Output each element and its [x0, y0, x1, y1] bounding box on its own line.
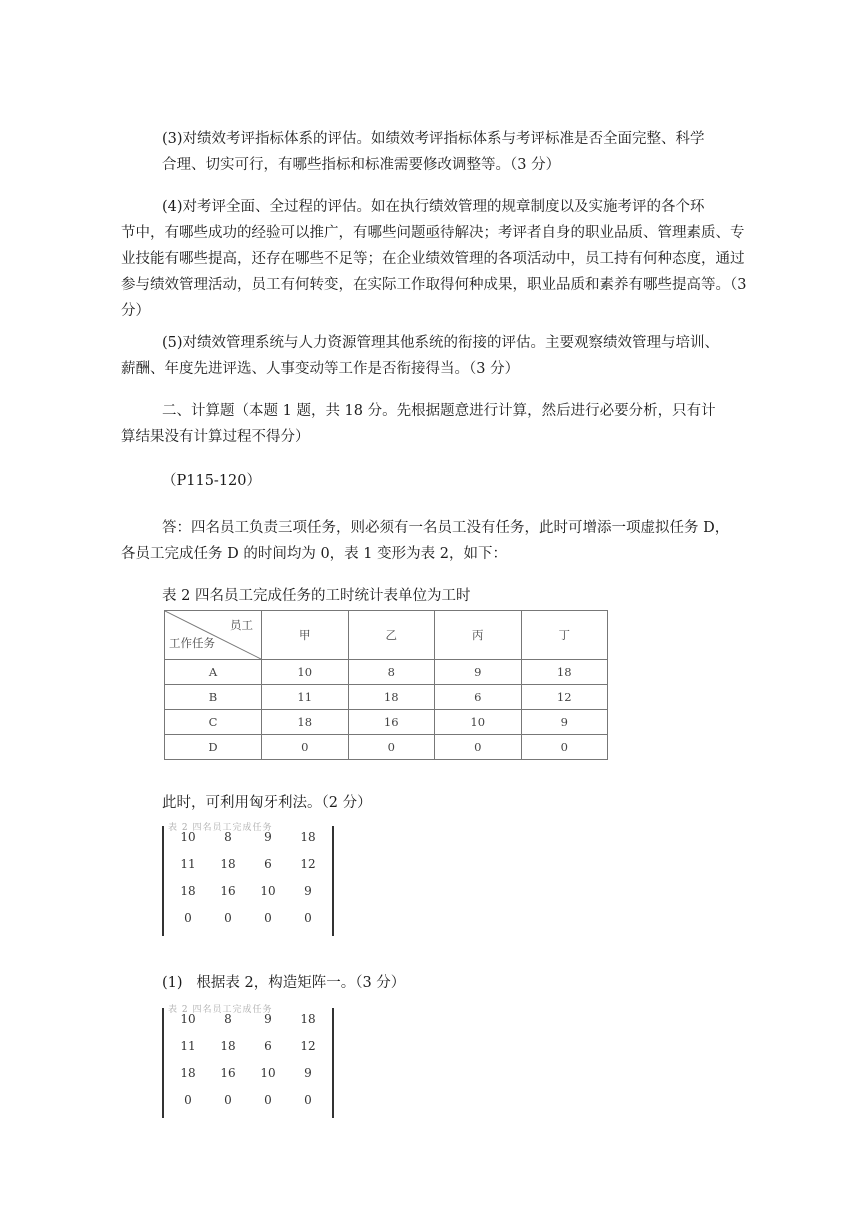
hungarian-method-label: 此时，可利用匈牙利法。（2 分） [162, 795, 372, 811]
row-label: A [165, 660, 262, 685]
paragraph-line: 二、计算题（本题 1 题，共 18 分。先根据题意进行计算，然后进行必要分析，只有计 [162, 403, 716, 419]
matrix-cell: 6 [264, 1039, 272, 1053]
paragraph-line: (5)对绩效管理系统与人力资源管理其他系统的衔接的评估。主要观察绩效管理与培训、 [162, 335, 720, 351]
matrix-row [168, 830, 328, 844]
step-1-label: (1) 根据表 2，构造矩阵一。（3 分） [162, 975, 406, 991]
table-corner-cell [165, 611, 262, 660]
cost-matrix-1 [162, 824, 334, 936]
matrix-cell: 10 [180, 830, 196, 844]
paragraph-line: (3)对绩效考评指标体系的评估。如绩效考评指标体系与考评标准是否全面完整、科学 [162, 131, 705, 147]
matrix-cell: 0 [184, 911, 192, 925]
matrix-cell: 9 [264, 830, 272, 844]
matrix-left-bracket [162, 1008, 164, 1118]
matrix-cell: 12 [300, 857, 316, 871]
matrix-cell: 16 [220, 884, 236, 898]
table-row [165, 710, 608, 735]
paragraph-4 [162, 194, 747, 220]
table-cell: 12 [521, 685, 608, 710]
table-cell: 0 [348, 735, 435, 760]
matrix-cell: 9 [304, 884, 312, 898]
section-heading [162, 398, 747, 424]
matrix-cell: 0 [224, 1093, 232, 1107]
matrix-header-fragment: 表 2 四名员工完成任务 [168, 1005, 273, 1015]
paragraph-text: 合理、切实可行，有哪些指标和标准需要修改调整等。（3 分） [162, 157, 561, 173]
table-cell: 18 [348, 685, 435, 710]
matrix-cell: 16 [220, 1066, 236, 1080]
table-row [165, 660, 608, 685]
matrix-cell: 18 [220, 1039, 236, 1053]
column-header: 甲 [262, 611, 349, 660]
matrix-cell: 0 [224, 911, 232, 925]
matrix-cell: 11 [180, 857, 196, 871]
table-row [165, 735, 608, 760]
table-cell: 18 [521, 660, 608, 685]
matrix-cell: 0 [304, 1093, 312, 1107]
paragraph-text: 各员工完成任务 D 的时间均为 0，表 1 变形为表 2，如下： [121, 546, 507, 562]
table-cell: 0 [521, 735, 608, 760]
paragraph-3 [162, 126, 747, 178]
paragraph-text: 算结果没有计算过程不得分） [121, 429, 310, 445]
matrix-cell: 6 [264, 857, 272, 871]
matrix-cell: 11 [180, 1039, 196, 1053]
table-cell: 0 [262, 735, 349, 760]
matrix-cell: 0 [264, 911, 272, 925]
column-header: 丁 [521, 611, 608, 660]
table-cell: 8 [348, 660, 435, 685]
matrix-row [168, 1039, 328, 1053]
row-label: B [165, 685, 262, 710]
matrix-cell: 18 [220, 857, 236, 871]
table-cell: 9 [435, 660, 522, 685]
table-row [165, 685, 608, 710]
hungarian-method-text [162, 790, 747, 816]
table-cell: 9 [521, 710, 608, 735]
matrix-row [168, 1012, 328, 1026]
matrix-cell: 18 [300, 1012, 316, 1026]
table-cell: 10 [262, 660, 349, 685]
matrix-right-bracket [332, 1008, 334, 1118]
table-cell: 6 [435, 685, 522, 710]
cost-matrix-2 [162, 1006, 334, 1118]
paragraph-line: (4)对考评全面、全过程的评估。如在执行绩效管理的规章制度以及实施考评的各个环 [162, 199, 705, 215]
page-reference-text: （P115-120） [162, 473, 262, 489]
row-label: C [165, 710, 262, 735]
matrix-cell: 9 [264, 1012, 272, 1026]
column-header: 丙 [435, 611, 522, 660]
table-caption: 表 2 四名员工完成任务的工时统计表单位为工时 [162, 588, 471, 604]
matrix-cell: 10 [180, 1012, 196, 1026]
matrix-cell: 0 [304, 911, 312, 925]
matrix-row [168, 911, 328, 925]
paragraph-4-body [121, 220, 747, 324]
page-reference [162, 468, 747, 494]
matrix-right-bracket [332, 826, 334, 936]
matrix-cell: 10 [260, 1066, 276, 1080]
matrix-header-fragment: 表 2 四名员工完成任务 [168, 823, 273, 833]
matrix-cell: 8 [224, 1012, 232, 1026]
matrix-cell: 18 [180, 884, 196, 898]
paragraph-5-body [121, 356, 747, 382]
matrix-cell: 18 [180, 1066, 196, 1080]
step-1-text [162, 970, 747, 996]
table-cell: 0 [435, 735, 522, 760]
row-label: D [165, 735, 262, 760]
matrix-cell: 12 [300, 1039, 316, 1053]
matrix-cell: 9 [304, 1066, 312, 1080]
task-time-table [164, 610, 608, 760]
table-cell: 10 [435, 710, 522, 735]
paragraph-5 [162, 330, 747, 356]
matrix-cell: 8 [224, 830, 232, 844]
matrix-row [168, 884, 328, 898]
paragraph-text: 节中，有哪些成功的经验可以推广，有哪些问题亟待解决；考评者自身的职业品质、管理素质、专业技能有哪些提高，还存在哪些不足等；在企业绩效管理的各项活动中，员工持有何种态度，通过参与绩效管理活动，员工有何转变，在实际工作取得何种成果，职业品质和素养有哪些提高等。（3 分） [121, 225, 747, 319]
corner-label-task: 工作任务 [169, 636, 215, 650]
answer-paragraph [162, 515, 747, 541]
matrix-cell: 0 [264, 1093, 272, 1107]
section-heading-body [121, 424, 747, 450]
paragraph-line: 答：四名员工负责三项任务，则必须有一名员工没有任务，此时可增添一项虚拟任务 D， [162, 520, 730, 536]
matrix-cell: 0 [184, 1093, 192, 1107]
table-cell: 18 [262, 710, 349, 735]
matrix-cell: 10 [260, 884, 276, 898]
matrix-cell: 18 [300, 830, 316, 844]
matrix-row [168, 1066, 328, 1080]
column-header: 乙 [348, 611, 435, 660]
answer-paragraph-body [121, 541, 747, 567]
matrix-left-bracket [162, 826, 164, 936]
table-cell: 11 [262, 685, 349, 710]
paragraph-text: 薪酬、年度先进评选、人事变动等工作是否衔接得当。（3 分） [121, 361, 520, 377]
table-header-row [165, 611, 608, 660]
matrix-row [168, 1093, 328, 1107]
matrix-row [168, 857, 328, 871]
table-cell: 16 [348, 710, 435, 735]
corner-label-employee: 员工 [230, 618, 253, 632]
